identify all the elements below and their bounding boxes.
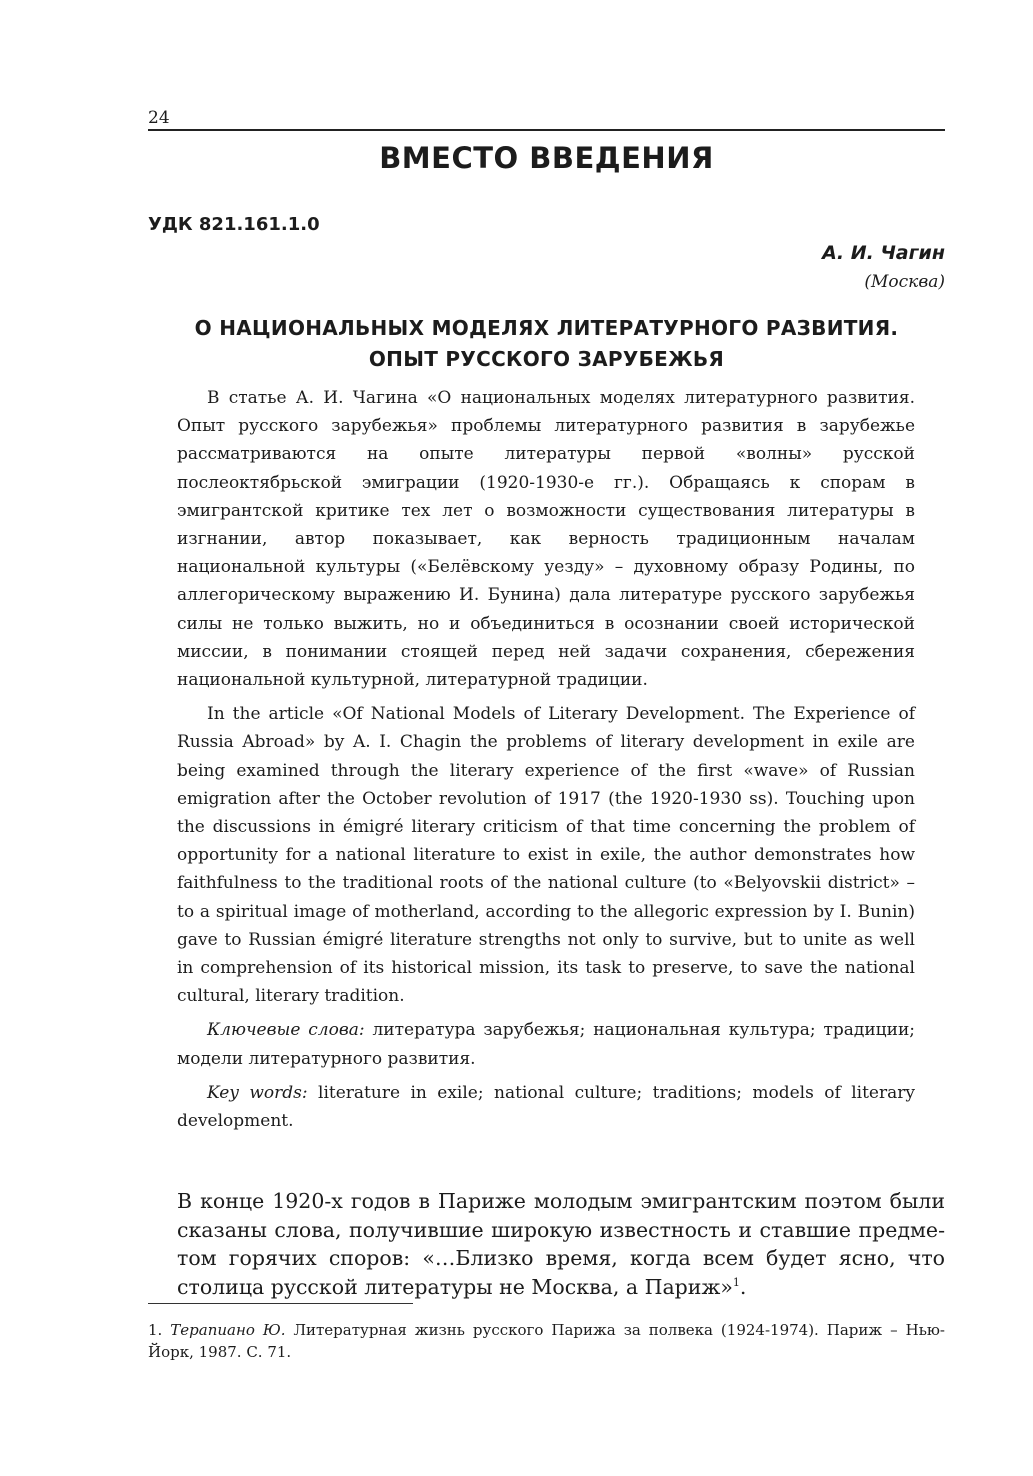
keywords-en — [177, 1079, 915, 1135]
article-title — [148, 313, 945, 375]
author-city: (Москва) — [864, 272, 945, 292]
footnote — [148, 1319, 945, 1363]
footnote-rule — [148, 1303, 413, 1304]
keywords-en-text: literature in exile; national culture; traditions; models of literary development. — [177, 1082, 915, 1132]
abstract — [177, 384, 915, 1141]
article-title-line1: О НАЦИОНАЛЬНЫХ МОДЕЛЯХ ЛИТЕРАТУРНОГО РАЗВИТИЯ. — [194, 316, 899, 340]
keywords-ru — [177, 1016, 915, 1072]
header-rule — [148, 129, 945, 131]
body-paragraph — [177, 1187, 945, 1301]
article-title-line2: ОПЫТ РУССКОГО ЗАРУБЕЖЬЯ — [368, 347, 725, 371]
abstract-en: In the article «Of National Models of Literary Development. The Experience of Russia Abroad» by A. I. Chagin the problems of literary development in exile are being examined through the literary experience of the first «wave» of Russian emigration after the October revolution of 1917 (the 1920-1930 ss). Touching upon the discussions in émigré literary criticism of that time concerning the problem of opportunity for a national literature to exist in exile, the author demonstrates how faithfulness to the traditional roots of the national culture (to «Belyovskii district» – to a spiritual image of motherland, according to the allegoric expression by I. Bunin) gave to Russian émigré literature strengths not only to survive, but to unite as well in comprehension of its historical mission, its task to preserve, to save the national cultural, literary tradition. — [177, 704, 915, 1007]
author-name: А. И. Чагин — [822, 242, 945, 264]
abstract-ru: В статье А. И. Чагина «О национальных моделях литературного развития. Опыт русского зарубежья» проблемы литературного развития в зарубежье рассматриваются на опыте литературы первой «волны» русской послеоктябрьской эмиграции (1920-1930-е гг.). Обращаясь к спорам в эмигрантской критике тех лет о возможности существования литературы в изгнании, автор показывает, как верность традиционным началам национальной культуры («Белёвскому уезду» – духовному образу Родины, по аллегорическому выражению И. Бунина) дала литературе русского зарубежья силы не только выжить, но и объединиться в осознании своей исторической миссии, в понимании стоящей перед ней задачи сохранения, сбережения национальной культурной, литературной традиции. — [177, 388, 915, 691]
keywords-ru-text: литература зарубежья; национальная культура; традиции; модели литературного развития. — [177, 1020, 916, 1069]
udk-code: УДК 821.161.1.0 — [148, 214, 320, 235]
footnote-text: Литературная жизнь русского Парижа за полвека (1924-1974). Париж – Нью-Йорк, 1987. С. 71. — [148, 1321, 945, 1361]
keywords-en-label: Key words: — [207, 1082, 308, 1103]
body-paragraph-text: В конце 1920-х годов в Париже молодым эмигрантским поэтом были сказаны слова, получившие широкую известность и ставшие предметом горячих споров: «…Близко время, когда всем будет ясно, что столица русской литературы не Москва, а Париж» — [177, 1189, 945, 1299]
section-title: ВМЕСТО ВВЕДЕНИЯ — [379, 141, 714, 175]
footnote-author: Терапиано Ю. — [170, 1321, 286, 1339]
footnote-reference[interactable]: 1 — [732, 1275, 740, 1289]
page-number: 24 — [148, 108, 170, 128]
body-end-punct: . — [739, 1274, 747, 1299]
keywords-ru-label: Ключевые слова: — [207, 1020, 365, 1041]
footnote-number: 1. — [148, 1321, 171, 1339]
